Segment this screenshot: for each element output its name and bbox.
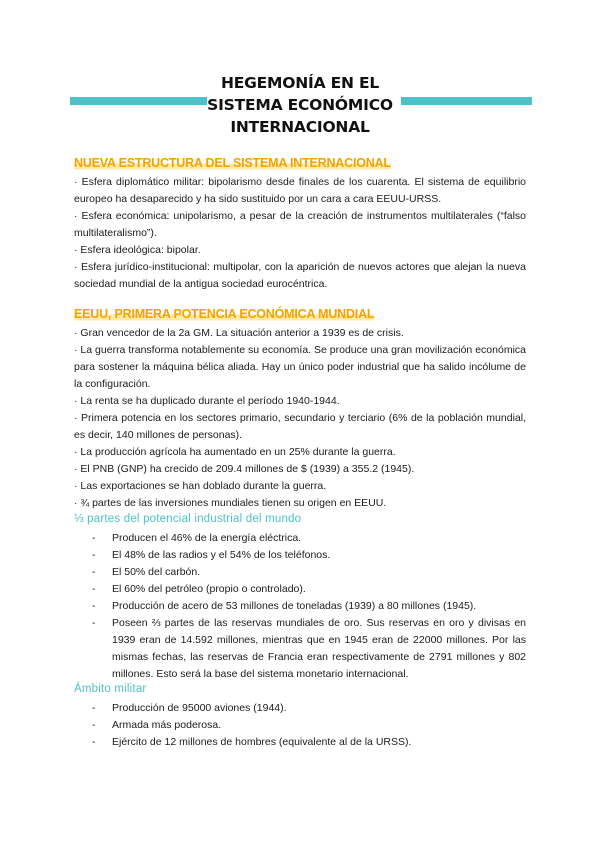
list-item [92, 581, 526, 598]
industrial-list [92, 530, 526, 683]
paragraph: · Primera potencia en los sectores primario, secundario y terciario (6% de la población mundial, es decir, 140 millones de personas). [74, 412, 526, 441]
list-item-text: Producen el 46% de la energía eléctrica. [112, 532, 302, 544]
section-structure-body [74, 174, 526, 293]
paragraph: · Esfera ideológica: bipolar. [74, 244, 201, 256]
paragraph: · ¾ partes de las inversiones mundiales tienen su origen en EEUU. [74, 497, 387, 509]
list-item [92, 717, 526, 734]
title-line-3: INTERNACIONAL [230, 118, 370, 136]
paragraph: · Gran vencedor de la 2a GM. La situación anterior a 1939 es de crisis. [74, 327, 404, 339]
title-line-2: SISTEMA ECONÓMICO [207, 96, 393, 114]
paragraph: · La guerra transforma notablemente su economía. Se produce una gran movilización económica para sostener la máquina bélica aliada. Hay un único poder industrial que ha salido incólume de la configuración. [74, 344, 526, 390]
paragraph: · Esfera económica: unipolarismo, a pesar de la creación de instrumentos multilaterales (“falso multilateralismo”). [74, 210, 526, 239]
paragraph: · La renta se ha duplicado durante el período 1940-1944. [74, 395, 340, 407]
list-item-text: El 60% del petróleo (propio o controlado). [112, 583, 306, 595]
paragraph: · La producción agrícola ha aumentado en un 25% durante la guerra. [74, 446, 396, 458]
section-usa-body [74, 325, 526, 512]
list-item [92, 530, 526, 547]
dash-bullet: - [92, 736, 96, 748]
list-item [92, 564, 526, 581]
section-heading-structure: NUEVA ESTRUCTURA DEL SISTEMA INTERNACIONAL [74, 156, 391, 170]
dash-bullet: - [92, 617, 96, 629]
paragraph: · Las exportaciones se han doblado durante la guerra. [74, 480, 327, 492]
list-item [92, 598, 526, 615]
dash-bullet: - [92, 719, 96, 731]
paragraph: · El PNB (GNP) ha crecido de 209.4 millones de $ (1939) a 355.2 (1945). [74, 463, 415, 475]
title-line-1: HEGEMONÍA EN EL [220, 74, 380, 92]
subsection-heading-military: Ámbito militar [74, 683, 147, 695]
list-item-text: Armada más poderosa. [112, 719, 222, 731]
dash-bullet: - [92, 702, 96, 714]
paragraph: · Esfera jurídico-institucional: multipolar, con la aparición de nuevos actores que alejan la nueva sociedad mundial de la antigua sociedad eurocéntrica. [74, 261, 526, 290]
dash-bullet: - [92, 549, 96, 561]
dash-bullet: - [92, 566, 96, 578]
list-item-text: El 50% del carbón. [112, 566, 201, 578]
dash-bullet: - [92, 532, 96, 544]
subsection-heading-industrial: ⅓ partes del potencial industrial del mundo [74, 513, 302, 525]
dash-bullet: - [92, 583, 96, 595]
list-item-text: El 48% de las radios y el 54% de los teléfonos. [112, 549, 331, 561]
list-item-text: Producción de acero de 53 millones de toneladas (1939) a 80 millones (1945). [112, 600, 477, 612]
list-item-text: Producción de 95000 aviones (1944). [112, 702, 287, 714]
list-item [92, 700, 526, 717]
list-item [92, 734, 526, 751]
list-item [92, 547, 526, 564]
section-heading-usa: EEUU, PRIMERA POTENCIA ECONÓMICA MUNDIAL [74, 307, 375, 321]
list-item-text: Poseen ⅔ partes de las reservas mundiales de oro. Sus reservas en oro y divisas en 1939 eran de 14.592 millones, mientras que en 1945 eran de 22000 millones. Por las mismas fechas, las reservas de Francia eran respectivamente de 2791 millones y 802 millones. Esto será la base del sistema monetario internacional. [112, 617, 526, 680]
military-list [92, 700, 526, 751]
list-item-text: Ejército de 12 millones de hombres (equivalente al de la URSS). [112, 736, 412, 748]
list-item [92, 615, 526, 683]
paragraph: · Esfera diplomático militar: bipolarismo desde finales de los cuarenta. El sistema de equilibrio europeo ha desaparecido y ha sido sustituido por un cara a cara EEUU-URSS. [74, 176, 526, 205]
dash-bullet: - [92, 600, 96, 612]
